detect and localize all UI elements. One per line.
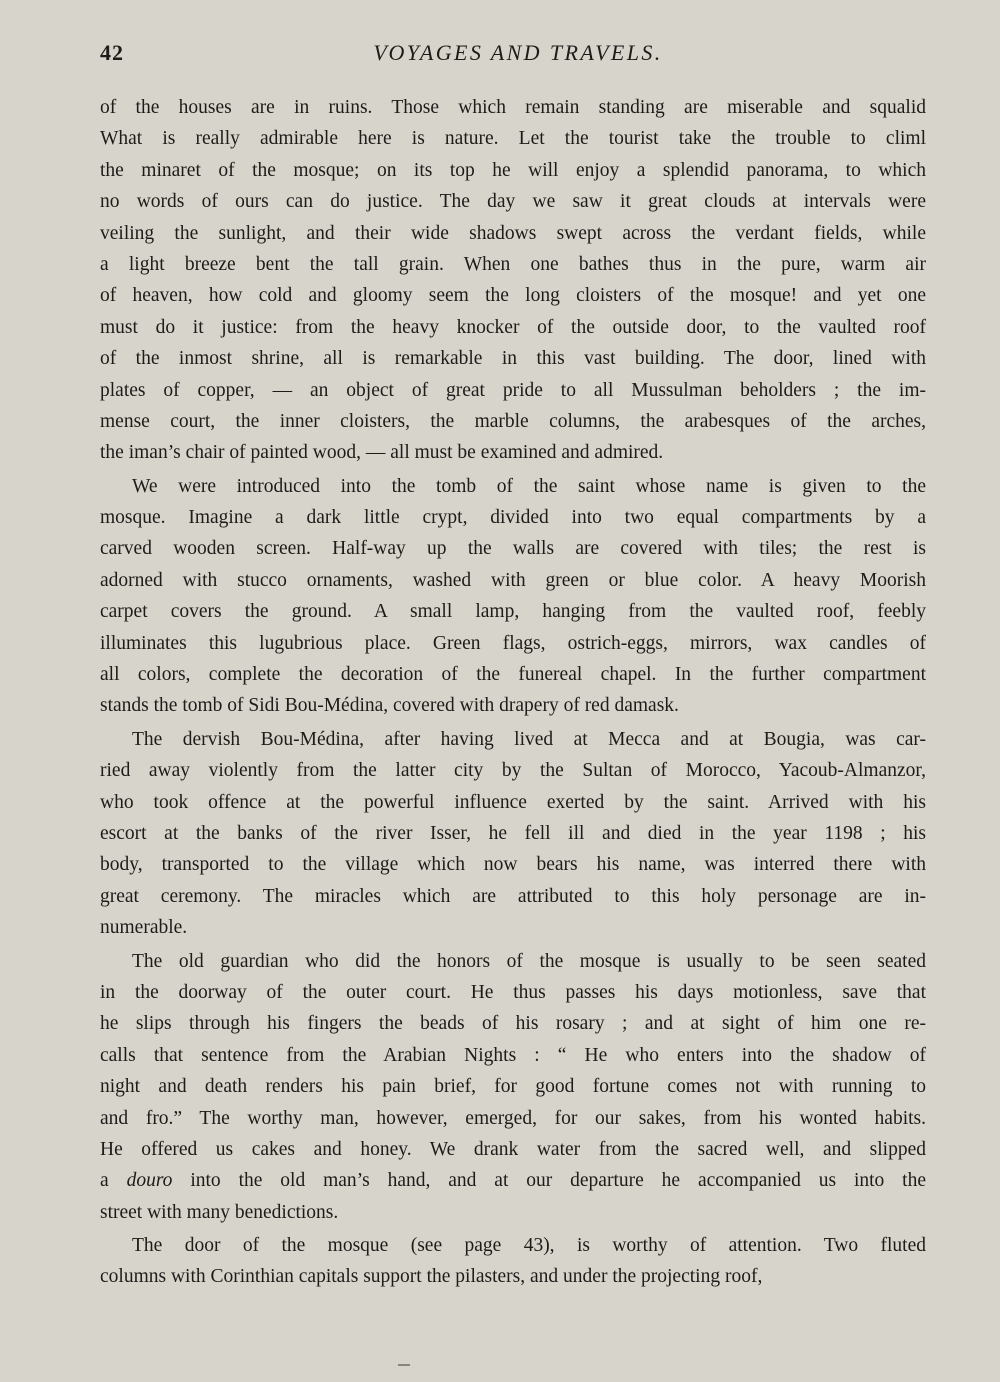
text-line: carved wooden screen. Half-way up the walls are covered with tiles; the rest is	[100, 538, 926, 560]
text-line: carpet covers the ground. A small lamp, hanging from the vaulted roof, feebly	[100, 601, 926, 623]
paragraph	[100, 724, 926, 944]
text-line: in the doorway of the outer court. He thus passes his days motionless, save that	[100, 981, 926, 1003]
text-line: escort at the banks of the river Isser, he fell ill and died in the year 1198 ; his	[100, 822, 926, 844]
paragraph	[100, 471, 926, 722]
text-line: a douro into the old man’s hand, and at our departure he accompanied us into the	[100, 1170, 927, 1192]
text-line: who took offence at the powerful influence exerted by the saint. Arrived with his	[100, 791, 926, 813]
text-line: illuminates this lugubrious place. Green flags, ostrich-eggs, mirrors, wax candles of	[100, 632, 926, 654]
text-line: street with many benedictions.	[100, 1201, 339, 1223]
print-mark	[398, 1364, 410, 1366]
text-line: plates of copper, — an object of great pride to all Mussulman beholders ; the im-	[100, 379, 926, 401]
text-line: He offered us cakes and honey. We drank water from the sacred well, and slipped	[100, 1138, 926, 1160]
text-line: no words of ours can do justice. The day we saw it great clouds at intervals were	[100, 191, 926, 213]
text-line: calls that sentence from the Arabian Nights : “ He who enters into the shadow of	[100, 1044, 926, 1066]
text-line: and fro.” The worthy man, however, emerged, for our sakes, from his wonted habits.	[100, 1107, 926, 1129]
paragraph	[100, 1230, 926, 1293]
text-line: The dervish Bou-Médina, after having lived at Mecca and at Bougia, was car-	[132, 728, 926, 750]
text-line: veiling the sunlight, and their wide shadows swept across the verdant fields, while	[100, 222, 926, 244]
paragraph	[100, 946, 926, 1229]
text-line: The old guardian who did the honors of the mosque is usually to be seen seated	[132, 950, 926, 972]
text-line: great ceremony. The miracles which are attributed to this holy personage are in-	[100, 885, 926, 907]
text-line: adorned with stucco ornaments, washed with green or blue color. A heavy Moorish	[100, 569, 926, 591]
text-line: of the houses are in ruins. Those which remain standing are miserable and squalid	[100, 97, 926, 118]
running-title: VOYAGES AND TRAVELS.	[373, 40, 663, 65]
text-line: mense court, the inner cloisters, the marble columns, the arabesques of the arches,	[100, 410, 926, 432]
paragraph	[100, 92, 926, 469]
text-line: stands the tomb of Sidi Bou-Médina, covered with drapery of red damask.	[100, 695, 679, 717]
text-line: must do it justice: from the heavy knocker of the outside door, to the vaulted roof	[100, 316, 926, 338]
text-line: What is really admirable here is nature. Let the tourist take the trouble to climl	[100, 128, 926, 150]
text-line: The door of the mosque (see page 43), is worthy of attention. Two fluted	[132, 1235, 926, 1257]
text-line: of heaven, how cold and gloomy seem the long cloisters of the mosque! and yet one	[100, 285, 926, 307]
text-line: he slips through his fingers the beads of his rosary ; and at sight of him one re-	[100, 1013, 926, 1035]
text-line: We were introduced into the tomb of the saint whose name is given to the	[132, 475, 926, 497]
text-line: of the inmost shrine, all is remarkable in this vast building. The door, lined with	[100, 348, 926, 370]
text-line: ried away violently from the latter city by the Sultan of Morocco, Yacoub-Almanzor,	[100, 760, 926, 782]
running-head	[100, 40, 926, 72]
italic-word: douro	[126, 1170, 173, 1192]
text-line: a light breeze bent the tall grain. When one bathes thus in the pure, warm air	[100, 253, 926, 275]
page-number: 42	[100, 40, 124, 65]
text-line: the iman’s chair of painted wood, — all must be examined and admired.	[100, 442, 664, 464]
text-line: night and death renders his pain brief, for good fortune comes not with running to	[100, 1076, 926, 1098]
text-line: numerable.	[100, 917, 188, 939]
text-line: body, transported to the village which now bears his name, was interred there with	[100, 854, 926, 876]
body-text	[100, 92, 926, 1295]
text-line: mosque. Imagine a dark little crypt, divided into two equal compartments by a	[100, 507, 926, 529]
text-line: all colors, complete the decoration of the funereal chapel. In the further compartment	[100, 664, 926, 686]
text-line: the minaret of the mosque; on its top he will enjoy a splendid panorama, to which	[100, 159, 926, 181]
text-line: columns with Corinthian capitals support the pilasters, and under the projecting roof,	[100, 1266, 763, 1288]
